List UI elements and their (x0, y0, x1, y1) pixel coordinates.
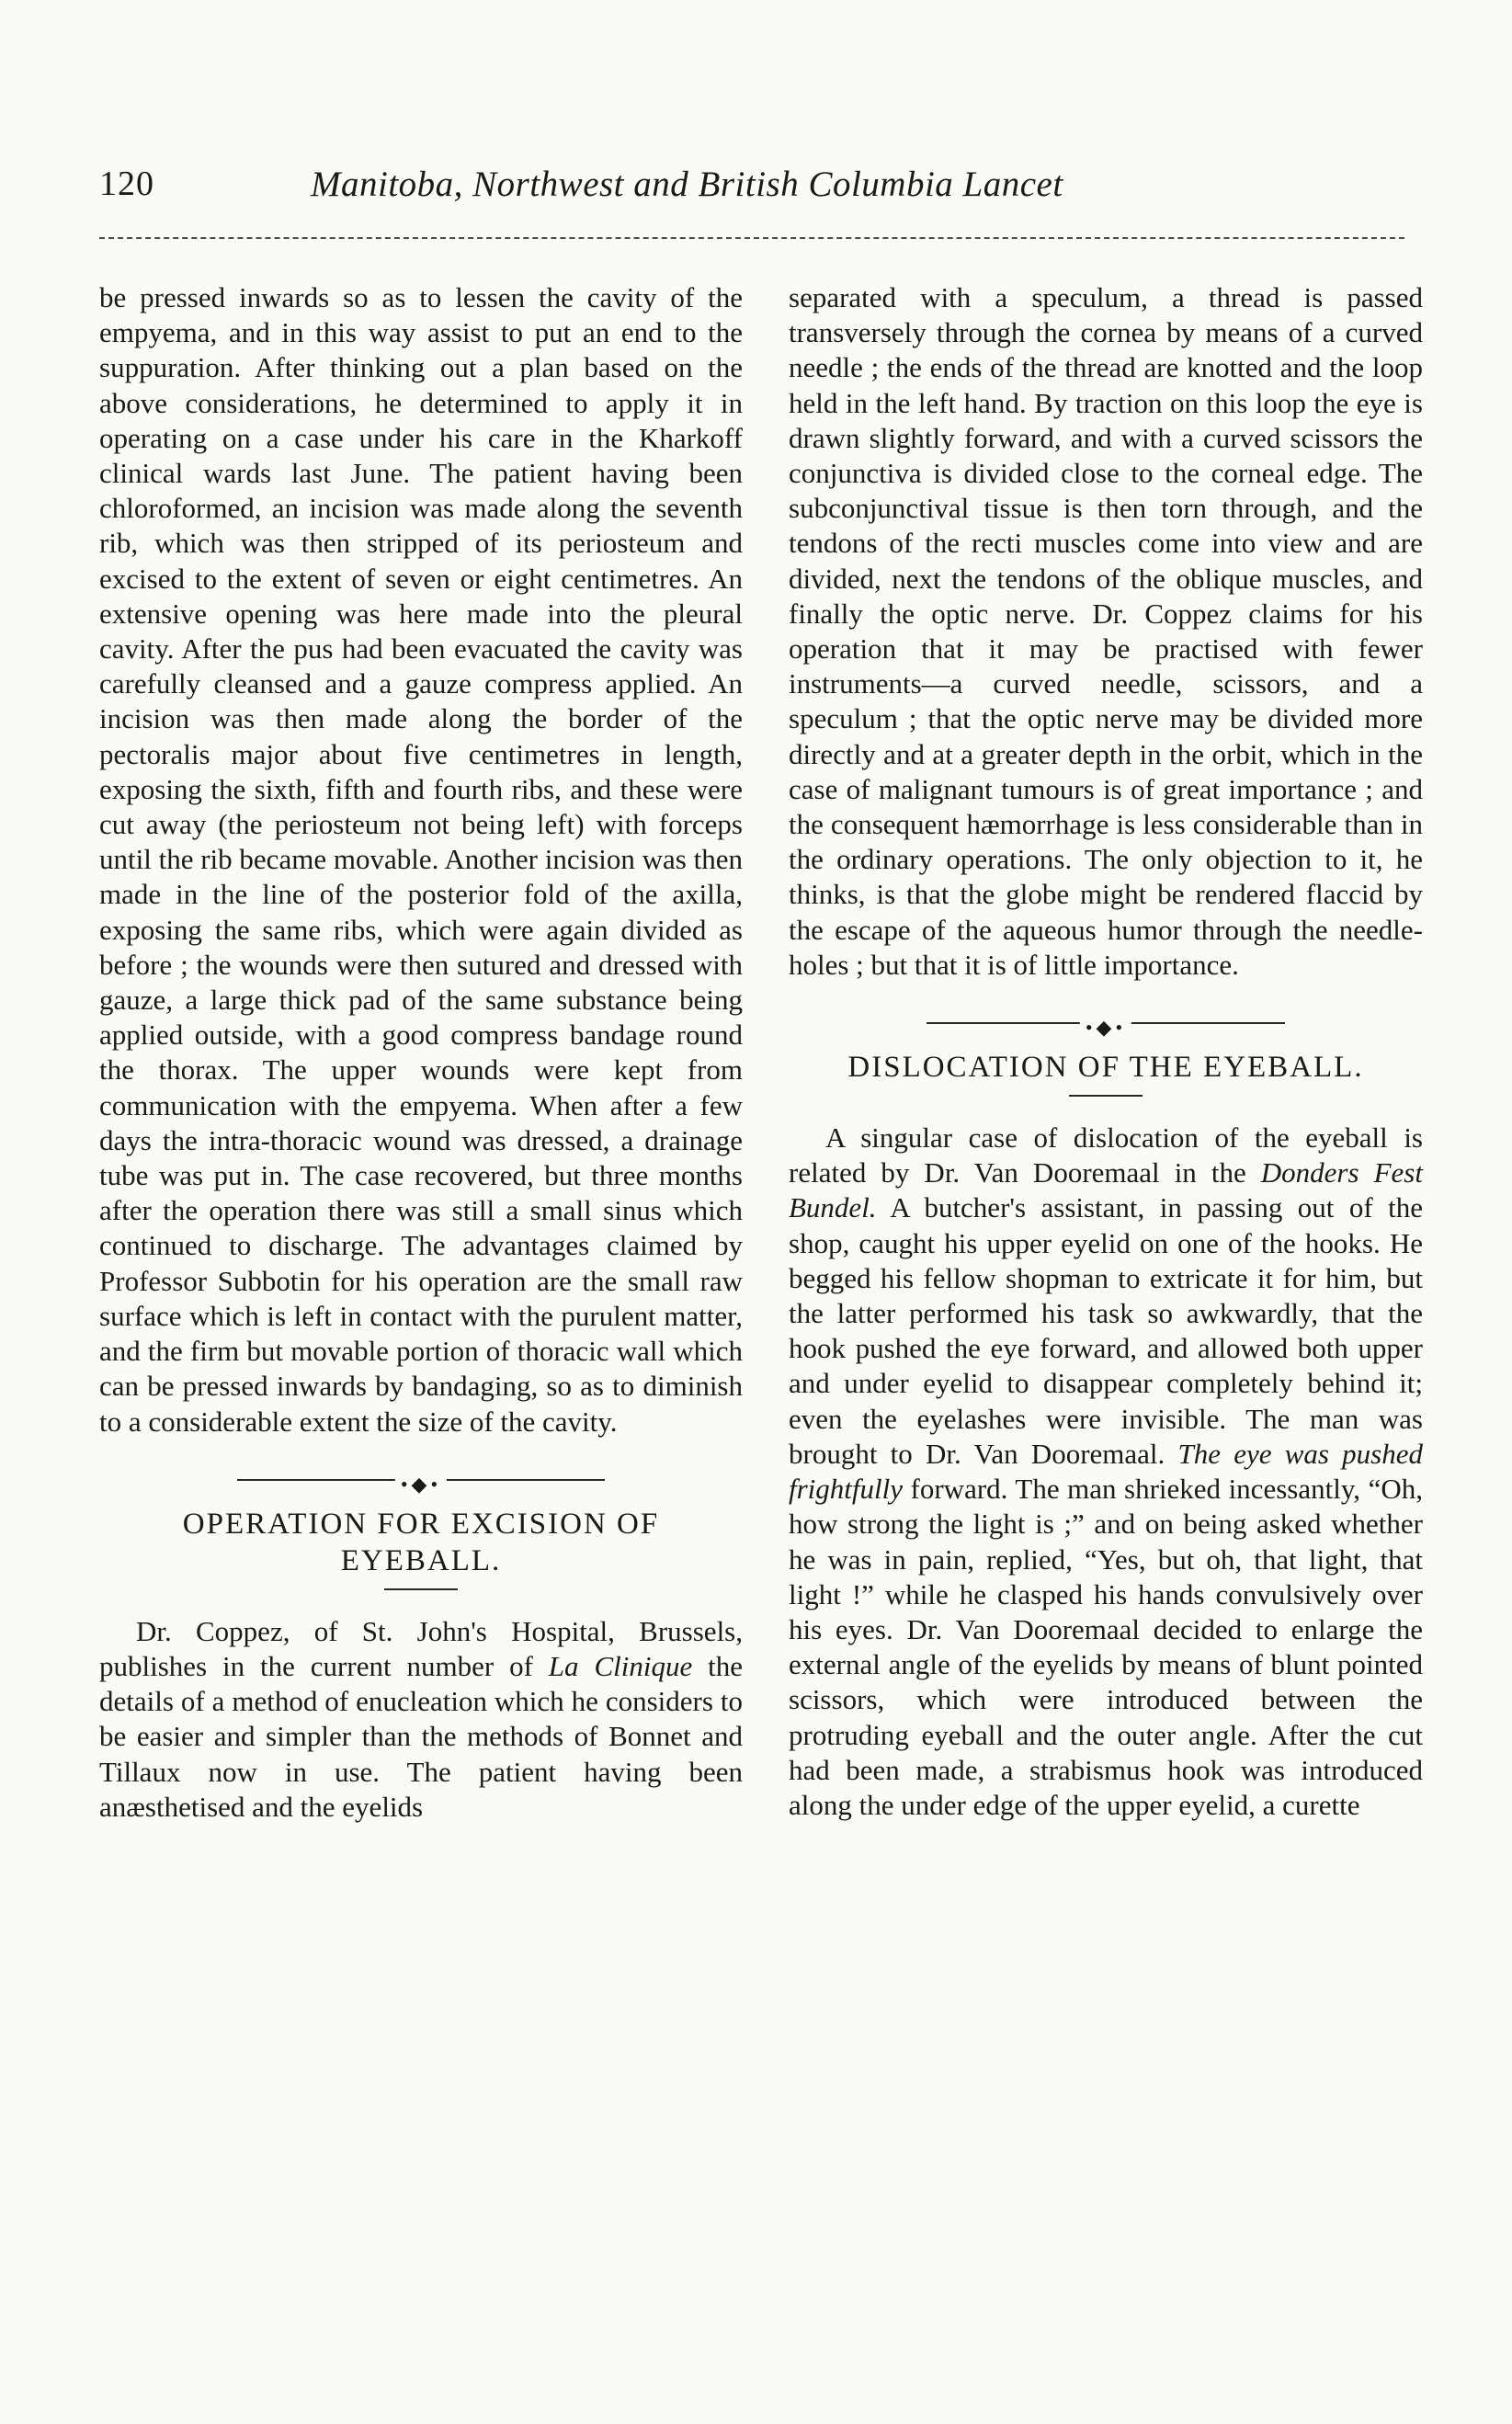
emphasis-text: The eye was pushed frightfully (789, 1437, 1423, 1506)
journal-title: La Clinique (548, 1649, 693, 1682)
section-heading-dislocation: DISLOCATION OF THE EYEBALL. (847, 1051, 1364, 1085)
heading-rule (1069, 1095, 1143, 1097)
section-separator (99, 1462, 743, 1498)
page-number: 120 (99, 165, 154, 203)
heading-rule (384, 1588, 458, 1590)
separator-ornament: •◆• (1080, 1010, 1131, 1045)
header-rule (99, 237, 1404, 239)
left-column (99, 280, 743, 1825)
left-paragraph-1: be pressed inwards so as to lessen the cavity of the empyema, and in this way assist to put an end to the suppuration. After thinking out a plan based on the above considerations, he determined to apply it in operating on a case under his care in the Kharkoff clinical wards last June. The patient having been chloroformed, an incision was made along the seventh rib, which was then stripped of its periosteum and excised to the extent of seven or eight centimetres. An extensive opening was here made into the pleural cavity. After the pus had been evacuated the cavity was carefully cleansed and a gauze compress applied. An incision was then made along the border of the pectoralis major about five centimetres in length, exposing the sixth, fifth and fourth ribs, and these were cut away (the periosteum not being left) with forceps until the rib became movable. Another incision was then made in the line of the posterior fold of the axilla, exposing the same ribs, which were again divided as before ; the wounds were then sutured and dressed with gauze, a large thick pad of the same substance being applied outside, with a good compress bandage round the thorax. The upper wounds were kept from communication with the empyema. When after a few days the intra-thoracic wound was dressed, a drainage tube was put in. The case recovered, but three months after the operation there was still a small sinus which continued to discharge. The advantages claimed by Professor Subbotin for his operation are the small raw surface which is left in contact with the purulent matter, and the firm but movable portion of thoracic wall which can be pressed inwards by bandaging, so as to diminish to a considerable extent the size of the cavity. (99, 281, 743, 1438)
separator-ornament: •◆• (395, 1467, 447, 1502)
left-paragraph-2: Dr. Coppez, of St. John's Hospital, Brussels, publishes in the current number of La Clinique the details of a method of enucleation which he considers to be easier and simpler than the methods of Bonnet and Tillaux now in use. The patient having been anæsthetised and the eyelids (99, 1614, 743, 1823)
page-header (99, 164, 1414, 219)
right-column (789, 280, 1423, 1823)
running-title: Manitoba, Northwest and British Columbia Lancet (311, 165, 1063, 204)
section-heading-excision: OPERATION FOR EXCISION OF EYEBALL. (182, 1507, 660, 1577)
right-paragraph-1: separated with a speculum, a thread is passed transversely through the cornea by means of a curved needle ; the ends of the thread are knotted and the loop held in the left hand. By traction on this loop the eye is drawn slightly forward, and with a curved scissors the conjunctiva is divided close to the corneal edge. The subconjunctival tissue is then torn through, and the tendons of the recti muscles come into view and are divided, next the tendons of the oblique muscles, and finally the optic nerve. Dr. Coppez claims for his operation that it may be practised with fewer instruments—a curved needle, scissors, and a speculum ; that the optic nerve may be divided more directly and at a greater depth in the orbit, which in the case of malignant tumours is of great importance ; and the consequent hæmorrhage is less considerable than in the ordinary operations. The only objection to it, he thinks, is that the globe might be rendered flaccid by the escape of the aqueous humor through the needle-holes ; but that it is of little importance. (789, 281, 1423, 981)
publication-title: Donders Fest Bundel. (789, 1156, 1423, 1224)
right-paragraph-2: A singular case of dislocation of the eyeball is related by Dr. Van Dooremaal in the Donders Fest Bundel. A butcher's assistant, in passing out of the shop, caught his upper eyelid on one of the hooks. He begged his fellow shopman to extricate it for him, but the latter performed his task so awkwardly, that the hook pushed the eye forward, and allowed both upper and under eyelid to disappear completely behind it; even the eyelashes were invisible. The man was brought to Dr. Van Dooremaal. The eye was pushed frightfully forward. The man shrieked incessantly, “Oh, how strong the light is ;” and on being asked whether he was in pain, replied, “Yes, but oh, that light, that light !” while he clasped his hands convulsively over his eyes. Dr. Van Dooremaal decided to enlarge the external angle of the eyelids by means of blunt pointed scissors, which were introduced between the protruding eyeball and the outer angle. After the cut had been made, a strabismus hook was introduced along the under edge of the upper eyelid, a curette (789, 1121, 1423, 1821)
section-separator (789, 1005, 1423, 1041)
